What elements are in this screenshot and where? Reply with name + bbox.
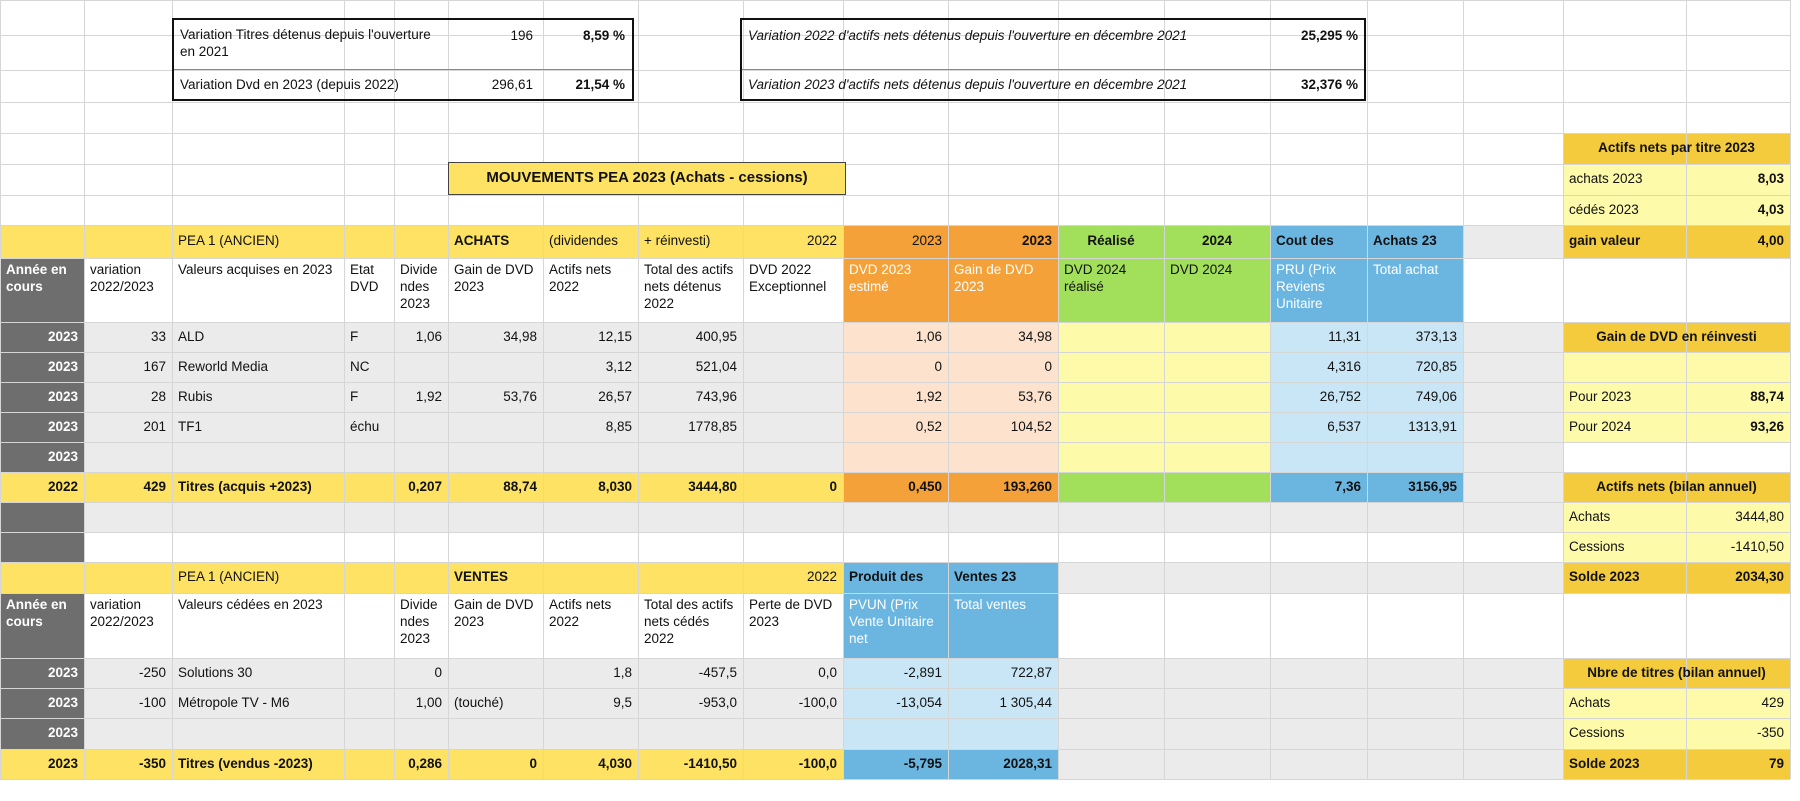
summary-var-actifs-2022-label: Variation 2022 d'actifs nets détenus depuis l'ouverture en décembre 2021 <box>748 28 1188 44</box>
header-actifs[interactable]: Actifs nets 2022 <box>549 262 612 294</box>
achat-row-gain[interactable] <box>448 442 543 472</box>
side-gain-dvd-title[interactable]: Gain de DVD en réinvesti <box>1596 328 1757 344</box>
achat-row-valeur[interactable]: TF1 <box>178 418 203 434</box>
side-achats-label[interactable]: achats 2023 <box>1569 171 1643 187</box>
achat-row-total[interactable]: 400,95 <box>695 328 737 344</box>
achat-total-dvd-estime[interactable]: 0,450 <box>908 478 942 494</box>
achat-row-gain-dvd[interactable]: 104,52 <box>1010 418 1052 434</box>
gridline-horizontal <box>0 502 1790 503</box>
band-2022-label[interactable]: 2022 <box>806 569 837 585</box>
vente-row-pvun[interactable]: -13,054 <box>896 694 942 710</box>
vente-row-perte[interactable]: -100,0 <box>798 694 837 710</box>
side-cedes-label[interactable]: cédés 2023 <box>1569 201 1639 217</box>
vente-total-gain[interactable]: 0 <box>529 755 537 771</box>
side-pour-2024-value[interactable]: 93,26 <box>1750 418 1784 434</box>
achat-row-exceptionnel[interactable] <box>743 352 843 382</box>
achat-row-pru[interactable]: 26,752 <box>1319 388 1361 404</box>
achat-total-actifs[interactable]: 8,030 <box>598 478 632 494</box>
achats-band-gray <box>1463 225 1563 258</box>
summary-var-actifs-2023-label: Variation 2023 d'actifs nets détenus depuis l'ouverture en décembre 2021 <box>748 76 1188 92</box>
vente-total-perte[interactable]: -100,0 <box>798 755 837 771</box>
achat-total-variation[interactable]: 429 <box>143 478 166 494</box>
vente-header-annee[interactable]: Année en cours <box>6 597 67 629</box>
summary-var-actifs-2022-pct: 25,295 % <box>1300 28 1358 44</box>
achats-row-gray <box>1463 382 1563 412</box>
header-dividendes[interactable]: Divide ndes 2023 <box>400 262 438 311</box>
achat-row-dvd-estime[interactable]: 0 <box>934 358 942 374</box>
achat-row-actifs[interactable]: 8,85 <box>605 418 632 434</box>
header-annee[interactable]: Année en cours <box>6 262 67 294</box>
summary-var-actifs-2023-pct: 32,376 % <box>1300 76 1358 92</box>
gridline-vertical <box>1058 0 1059 779</box>
achat-row-annee[interactable]: 2023 <box>47 328 78 344</box>
vente-row-total-ventes[interactable]: 722,87 <box>1010 664 1052 680</box>
side-achats-value[interactable]: 8,03 <box>1757 171 1784 187</box>
achat-row-dividendes[interactable]: 1,92 <box>415 388 442 404</box>
vente-row-variation[interactable]: -100 <box>138 694 166 710</box>
achat-row-annee[interactable]: 2023 <box>47 448 78 464</box>
achat-row-exceptionnel[interactable] <box>743 322 843 352</box>
achat-row-dividendes[interactable] <box>394 412 448 442</box>
achat-row-total-achat[interactable]: 749,06 <box>1415 388 1457 404</box>
achat-row-pru[interactable] <box>1270 442 1367 472</box>
band-2023-label[interactable]: 2023 <box>1021 233 1052 249</box>
achat-row-total-achat[interactable]: 720,85 <box>1415 358 1457 374</box>
gridline-horizontal <box>0 102 1790 103</box>
achat-row-gain-dvd[interactable]: 53,76 <box>1018 388 1052 404</box>
achat-row-total-achat[interactable]: 1313,91 <box>1408 418 1457 434</box>
side-spacer <box>1563 258 1686 322</box>
achat-row-total[interactable]: 743,96 <box>695 388 737 404</box>
vente-row-valeur[interactable] <box>172 718 394 749</box>
vente-header-valeurs[interactable]: Valeurs cédées en 2023 <box>178 597 323 612</box>
side-bilan-cessions-label[interactable]: Cessions <box>1569 538 1625 554</box>
achat-row-variation[interactable]: 167 <box>143 358 166 374</box>
vente-header-variation[interactable]: variation 2022/2023 <box>90 597 154 629</box>
vente-header-dividendes[interactable]: Divide ndes 2023 <box>400 597 438 646</box>
band-2023-label[interactable]: 2023 <box>911 233 942 249</box>
achat-row-etat[interactable]: F <box>350 388 359 404</box>
side-titres-solde-label[interactable]: Solde 2023 <box>1569 755 1640 771</box>
band-ventes23-label[interactable]: Ventes 23 <box>954 569 1017 585</box>
side-pour-2023-label[interactable]: Pour 2023 <box>1569 388 1632 404</box>
vente-row-total[interactable]: -457,5 <box>698 664 737 680</box>
blank-row <box>84 502 1563 532</box>
achats-row-gray <box>1463 412 1563 442</box>
side-pour-2024-label[interactable]: Pour 2024 <box>1569 418 1632 434</box>
header-gain-dvd[interactable]: Gain de DVD 2023 <box>954 262 1034 294</box>
side-bilan-title[interactable]: Actifs nets (bilan annuel) <box>1596 478 1757 494</box>
gridline-horizontal <box>0 195 1790 196</box>
vente-row-valeur[interactable]: Solutions 30 <box>178 664 253 680</box>
vente-row-dividendes[interactable] <box>394 718 448 749</box>
vente-row-annee[interactable]: 2023 <box>47 664 78 680</box>
achat-row-dividendes[interactable] <box>394 352 448 382</box>
vente-total-variation[interactable]: -350 <box>138 755 166 771</box>
vente-row-dividendes[interactable]: 1,00 <box>415 694 442 710</box>
achat-row-total[interactable] <box>638 442 743 472</box>
achat-row-dvd-estime[interactable]: 1,06 <box>915 328 942 344</box>
vente-row-perte[interactable] <box>743 718 843 749</box>
achat-row-actifs[interactable] <box>543 442 638 472</box>
achat-total-dividendes[interactable]: 0,207 <box>408 478 442 494</box>
achat-row-total-achat[interactable]: 373,13 <box>1415 328 1457 344</box>
vente-total-pvun[interactable]: -5,795 <box>903 755 942 771</box>
vente-row-pvun[interactable]: -2,891 <box>903 664 942 680</box>
band-ventes-label[interactable]: VENTES <box>454 569 509 585</box>
summary-var-titres-pct: 8,59 % <box>582 28 625 44</box>
ventes-total-gray <box>1058 749 1563 779</box>
vente-total-valeur[interactable]: Titres (vendus -2023) <box>178 755 313 771</box>
achat-row-valeur[interactable]: Reworld Media <box>178 358 269 374</box>
band-realise-label[interactable]: Réalisé <box>1087 233 1135 249</box>
ventes-band <box>0 562 843 593</box>
side-pour-2023-value[interactable]: 88,74 <box>1750 388 1784 404</box>
band-achats23-label[interactable]: Achats 23 <box>1373 233 1437 249</box>
vente-row-perte[interactable]: 0,0 <box>818 664 837 680</box>
achat-row-gain[interactable]: 53,76 <box>503 388 537 404</box>
header-valeurs[interactable]: Valeurs acquises en 2023 <box>178 262 333 277</box>
achat-row-dvd-estime[interactable]: 0,52 <box>915 418 942 434</box>
page-title: MOUVEMENTS PEA 2023 (Achats - cessions) <box>448 162 846 195</box>
gridline-vertical <box>1463 0 1464 779</box>
achat-row-variation[interactable]: 33 <box>150 328 166 344</box>
header-exceptionnel[interactable]: DVD 2022 Exceptionnel <box>749 262 827 294</box>
achat-row-annee[interactable]: 2023 <box>47 388 78 404</box>
header-total-achat[interactable]: Total achat <box>1373 262 1439 277</box>
achat-row-gain[interactable] <box>448 352 543 382</box>
achat-row-annee[interactable]: 2023 <box>47 418 78 434</box>
band-reinvesti-label[interactable]: + réinvesti) <box>644 233 711 249</box>
vente-row-actifs[interactable]: 9,5 <box>613 694 632 710</box>
vente-row-dividendes[interactable]: 0 <box>434 664 442 680</box>
achat-total-total[interactable]: 3444,80 <box>688 478 737 494</box>
side-actifs-title[interactable]: Actifs nets par titre 2023 <box>1598 140 1755 156</box>
header-pru[interactable]: PRU (Prix Reviens Unitaire <box>1276 262 1336 311</box>
vente-row-valeur[interactable]: Métropole TV - M6 <box>178 694 290 710</box>
achat-row-variation[interactable] <box>84 442 172 472</box>
header-dvd2024[interactable]: DVD 2024 <box>1170 262 1233 277</box>
achat-total-pru[interactable]: 7,36 <box>1334 478 1361 494</box>
achat-row-variation[interactable]: 201 <box>143 418 166 434</box>
achat-row-gain[interactable]: 34,98 <box>503 328 537 344</box>
vente-row-variation[interactable] <box>84 718 172 749</box>
vente-header-actifs[interactable]: Actifs nets 2022 <box>549 597 612 629</box>
side-gain-valeur-value[interactable]: 4,00 <box>1757 233 1784 249</box>
side-bilan-solde-value[interactable]: 2034,30 <box>1735 569 1784 585</box>
vente-total-annee[interactable]: 2023 <box>47 755 78 771</box>
vente-header-pvun[interactable]: PVUN (Prix Vente Unitaire net <box>849 597 934 646</box>
gridline-horizontal <box>0 164 1790 165</box>
ventes-row-gray <box>1058 658 1563 688</box>
vente-total-total-ventes[interactable]: 2028,31 <box>1003 755 1052 771</box>
vente-total-total[interactable]: -1410,50 <box>683 755 737 771</box>
achat-row-pru[interactable]: 11,31 <box>1328 328 1361 344</box>
header-total[interactable]: Total des actifs nets détenus 2022 <box>644 262 734 311</box>
side-titres-cessions-label[interactable]: Cessions <box>1569 725 1625 741</box>
gridline-horizontal <box>0 133 1790 134</box>
ventes-row-gray <box>1058 688 1563 718</box>
side-gain-valeur-label[interactable]: gain valeur <box>1569 233 1641 249</box>
ventes-row-gray <box>1058 718 1563 749</box>
achat-total-gain[interactable]: 88,74 <box>503 478 537 494</box>
achat-row-actifs[interactable]: 12,15 <box>598 328 632 344</box>
summary-var-dvd-label: Variation Dvd en 2023 (depuis 2022) <box>180 76 399 92</box>
achat-row-valeur[interactable]: ALD <box>178 328 205 344</box>
achat-row-actifs[interactable]: 3,12 <box>605 358 632 374</box>
summary-var-dvd-pct: 21,54 % <box>575 76 625 92</box>
gridline-horizontal <box>0 779 1790 780</box>
band-pea-label[interactable]: PEA 1 (ANCIEN) <box>178 569 280 585</box>
side-bilan-achats-value[interactable]: 3444,80 <box>1735 508 1784 524</box>
ventes-band-gray <box>1058 562 1563 593</box>
header-dvd-estime[interactable]: DVD 2023 estimé <box>849 262 912 294</box>
side-cedes-value[interactable]: 4,03 <box>1757 201 1784 217</box>
achats-total-gray <box>1463 472 1563 502</box>
achat-row-pru[interactable]: 4,316 <box>1327 358 1361 374</box>
vente-total-dividendes[interactable]: 0,286 <box>408 755 442 771</box>
gridline-horizontal <box>0 532 1790 533</box>
side-titres-solde-value[interactable]: 79 <box>1768 755 1784 771</box>
achat-row-pru[interactable]: 6,537 <box>1327 418 1361 434</box>
header-dvd2024-realise[interactable]: DVD 2024 réalisé <box>1064 262 1127 294</box>
vente-header-total[interactable]: Total des actifs nets cédés 2022 <box>644 597 734 646</box>
vente-row-actifs[interactable]: 1,8 <box>613 664 632 680</box>
achat-total-valeur[interactable]: Titres (acquis +2023) <box>178 478 312 494</box>
achat-row-valeur[interactable]: Rubis <box>178 388 213 404</box>
achat-row-total[interactable]: 521,04 <box>695 358 737 374</box>
achat-row-dividendes[interactable] <box>394 442 448 472</box>
achat-row-exceptionnel[interactable] <box>743 382 843 412</box>
vente-row-total-ventes[interactable]: 1 305,44 <box>999 694 1052 710</box>
side-bilan-cessions-value[interactable]: -1410,50 <box>1730 538 1784 554</box>
band-achats-label[interactable]: ACHATS <box>454 233 510 249</box>
achat-row-dvd-estime[interactable]: 1,92 <box>915 388 942 404</box>
achat-row-gain-dvd[interactable] <box>948 442 1058 472</box>
achat-row-total-achat[interactable] <box>1367 442 1463 472</box>
vente-header-perte[interactable]: Perte de DVD 2023 <box>749 597 833 629</box>
achat-row-exceptionnel[interactable] <box>743 442 843 472</box>
achat-total-exceptionnel[interactable]: 0 <box>829 478 837 494</box>
achats-row-gray <box>1463 352 1563 382</box>
achat-total-total-achat[interactable]: 3156,95 <box>1408 478 1457 494</box>
vente-row-annee[interactable]: 2023 <box>47 694 78 710</box>
vente-row-gain[interactable]: (touché) <box>454 694 504 710</box>
band-2022-label[interactable]: 2022 <box>806 233 837 249</box>
vente-header-gain[interactable]: Gain de DVD 2023 <box>454 597 534 629</box>
vente-row-total[interactable]: -953,0 <box>698 694 737 710</box>
achat-row-annee[interactable]: 2023 <box>47 358 78 374</box>
gridline-horizontal <box>0 0 1790 1</box>
achat-row-dividendes[interactable]: 1,06 <box>415 328 442 344</box>
summary-var-titres-value: 196 <box>510 28 533 44</box>
achat-row-etat[interactable]: F <box>350 328 359 344</box>
band-pea-label[interactable]: PEA 1 (ANCIEN) <box>178 233 280 249</box>
achat-total-gain-dvd[interactable]: 193,260 <box>1003 478 1052 494</box>
vente-row-gain[interactable] <box>448 718 543 749</box>
band-produit-label[interactable]: Produit des <box>849 569 924 585</box>
achats-row-gray <box>1463 322 1563 352</box>
gridline-vertical <box>1790 0 1791 779</box>
header-variation[interactable]: variation 2022/2023 <box>90 262 154 294</box>
side-titres-achats-value[interactable]: 429 <box>1761 694 1784 710</box>
band-2024-label[interactable]: 2024 <box>1201 233 1233 249</box>
vente-total-actifs[interactable]: 4,030 <box>598 755 632 771</box>
summary-var-titres-label: Variation Titres détenus depuis l'ouverture en 2021 <box>180 27 431 59</box>
vente-row-actifs[interactable] <box>543 718 638 749</box>
achat-row-variation[interactable]: 28 <box>150 388 166 404</box>
achat-row-actifs[interactable]: 26,57 <box>598 388 632 404</box>
band-cout-label[interactable]: Cout des <box>1276 233 1334 249</box>
gridline-vertical <box>1164 0 1165 779</box>
vente-row-annee[interactable]: 2023 <box>47 725 78 741</box>
achat-row-exceptionnel[interactable] <box>743 412 843 442</box>
side-titres-title[interactable]: Nbre de titres (bilan annuel) <box>1587 664 1766 680</box>
achat-total-annee[interactable]: 2022 <box>47 478 78 494</box>
side-bilan-achats-label[interactable]: Achats <box>1569 508 1611 524</box>
header-gain[interactable]: Gain de DVD 2023 <box>454 262 534 294</box>
vente-row-gain[interactable] <box>448 658 543 688</box>
achat-row-total[interactable]: 1778,85 <box>688 418 737 434</box>
vente-row-total[interactable] <box>638 718 743 749</box>
vente-header-total-ventes[interactable]: Total ventes <box>954 597 1027 612</box>
vente-row-total-ventes[interactable] <box>948 718 1058 749</box>
band-dividendes-label[interactable]: (dividendes <box>549 233 619 249</box>
summary-var-dvd-value: 296,61 <box>491 76 533 92</box>
side-titres-achats-label[interactable]: Achats <box>1569 694 1611 710</box>
achat-row-etat[interactable]: NC <box>350 358 370 374</box>
achat-row-dvd-estime[interactable] <box>843 442 948 472</box>
achats-row-gray <box>1463 442 1563 472</box>
achat-row-valeur[interactable] <box>172 442 344 472</box>
side-titres-cessions-value[interactable]: -350 <box>1756 725 1784 741</box>
achat-row-gain-dvd[interactable]: 34,98 <box>1018 328 1052 344</box>
achat-row-etat[interactable] <box>344 442 394 472</box>
side-bilan-solde-label[interactable]: Solde 2023 <box>1569 569 1640 585</box>
achat-row-etat[interactable]: échu <box>350 418 380 434</box>
achat-row-gain[interactable] <box>448 412 543 442</box>
header-etat[interactable]: Etat DVD <box>350 262 379 294</box>
vente-row-variation[interactable]: -250 <box>138 664 166 680</box>
achat-row-gain-dvd[interactable]: 0 <box>1044 358 1052 374</box>
vente-row-pvun[interactable] <box>843 718 948 749</box>
